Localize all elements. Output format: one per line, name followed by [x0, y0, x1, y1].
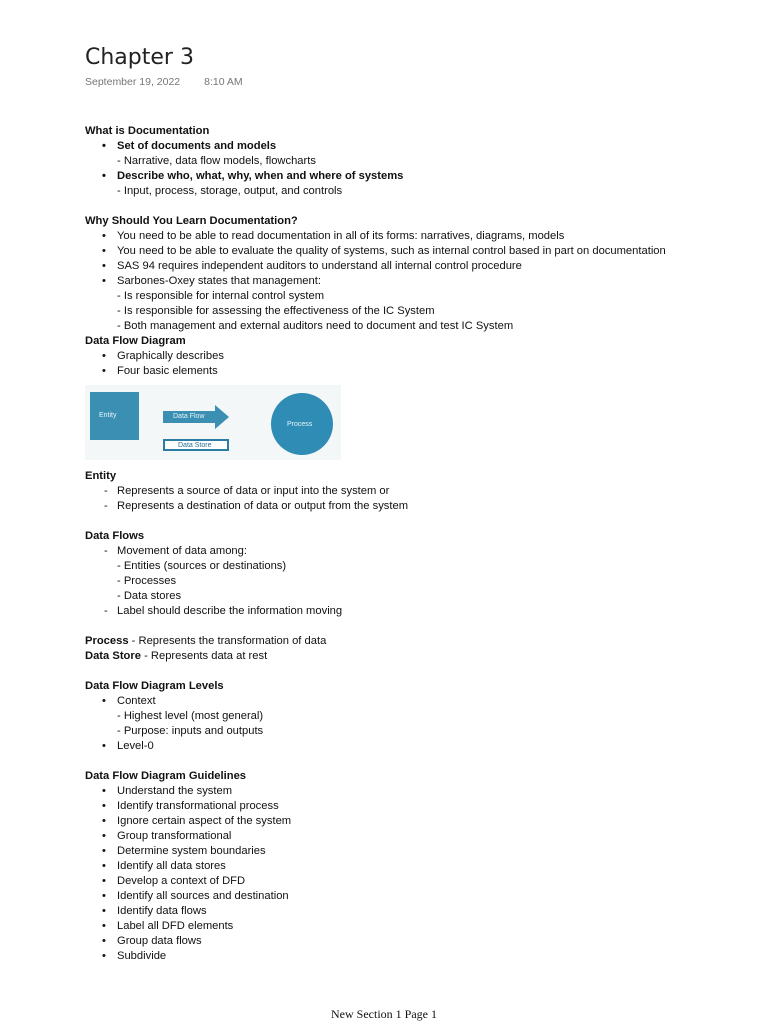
term-text: - Represents the transformation of data [128, 635, 327, 647]
list-subitem: - Is responsible for internal control system [117, 290, 325, 302]
data-flow-label: Data Flow [173, 413, 205, 420]
list-item: • Graphically describes [85, 349, 745, 364]
list-item: - Represents a source of data or input into the system or [85, 484, 745, 499]
list-subitem: - Both management and external auditors need to document and test IC System [117, 320, 514, 332]
page-title: Chapter 3 [85, 45, 194, 70]
list-item: • SAS 94 requires independent auditors to understand all internal control procedure [85, 259, 745, 274]
list-subitem: - Highest level (most general) [117, 710, 264, 722]
list-item: • You need to be able to read documentation in all of its forms: narratives, diagrams, models [85, 229, 745, 244]
section-heading: Entity [85, 470, 117, 482]
list-subitem: - Purpose: inputs and outputs [117, 725, 264, 737]
list-subitem: - Processes [117, 575, 177, 587]
time-text: 8:10 AM [204, 76, 243, 88]
list-item: • Identify data flows [85, 904, 745, 919]
page-footer: New Section 1 Page 1 [331, 1007, 437, 1021]
list-item: • Develop a context of DFD [85, 874, 745, 889]
list-subitem: - Narrative, data flow models, flowcharts [117, 155, 316, 167]
list-item: • Context [85, 694, 745, 709]
section-heading: What is Documentation [85, 125, 210, 137]
date-text: September 19, 2022 [85, 76, 181, 88]
list-item: • Understand the system [85, 784, 745, 799]
list-item: - Label should describe the information moving [85, 604, 745, 619]
list-item: • Identify transformational process [85, 799, 745, 814]
timestamp [85, 75, 243, 90]
definition-data-store [85, 649, 745, 664]
section-heading: Data Flows [85, 530, 145, 542]
section-heading: Data Flow Diagram Guidelines [85, 770, 247, 782]
list-item: • Level-0 [85, 739, 745, 754]
section-heading: Why Should You Learn Documentation? [85, 215, 298, 227]
term-text: - Represents data at rest [140, 650, 268, 662]
list-item: • Sarbones-Oxey states that management: [85, 274, 745, 289]
data-store-label: Data Store [178, 442, 212, 449]
list-item: • Determine system boundaries [85, 844, 745, 859]
list-item: • Ignore certain aspect of the system [85, 814, 745, 829]
list-item: • Group data flows [85, 934, 745, 949]
list-subitem: - Data stores [117, 590, 182, 602]
list-item: • Identify all sources and destination [85, 889, 745, 904]
entity-label: Entity [99, 412, 117, 419]
list-item: - Movement of data among: [85, 544, 745, 559]
section-heading: Data Flow Diagram [85, 335, 186, 347]
list-subitem: - Entities (sources or destinations) [117, 560, 287, 572]
term-label: Process [85, 635, 129, 647]
list-item: • Identify all data stores [85, 859, 745, 874]
definition-process [85, 634, 745, 649]
list-item: • Subdivide [85, 949, 745, 964]
list-subitem: - Input, process, storage, output, and controls [117, 185, 343, 197]
list-item: • Label all DFD elements [85, 919, 745, 934]
list-item: • Group transformational [85, 829, 745, 844]
note-body [85, 124, 745, 964]
list-subitem: - Is responsible for assessing the effectiveness of the IC System [117, 305, 435, 317]
dfd-elements-diagram [85, 385, 341, 460]
process-label: Process [287, 421, 313, 428]
list-item: - Represents a destination of data or output from the system [85, 499, 745, 514]
list-item: • Describe who, what, why, when and where of systems [85, 169, 745, 184]
section-heading: Data Flow Diagram Levels [85, 680, 224, 692]
term-label: Data Store [85, 650, 141, 662]
list-item: • Four basic elements [85, 364, 745, 379]
list-item: • Set of documents and models [85, 139, 745, 154]
list-item: • You need to be able to evaluate the quality of systems, such as internal control based in part on documentation [85, 244, 745, 259]
